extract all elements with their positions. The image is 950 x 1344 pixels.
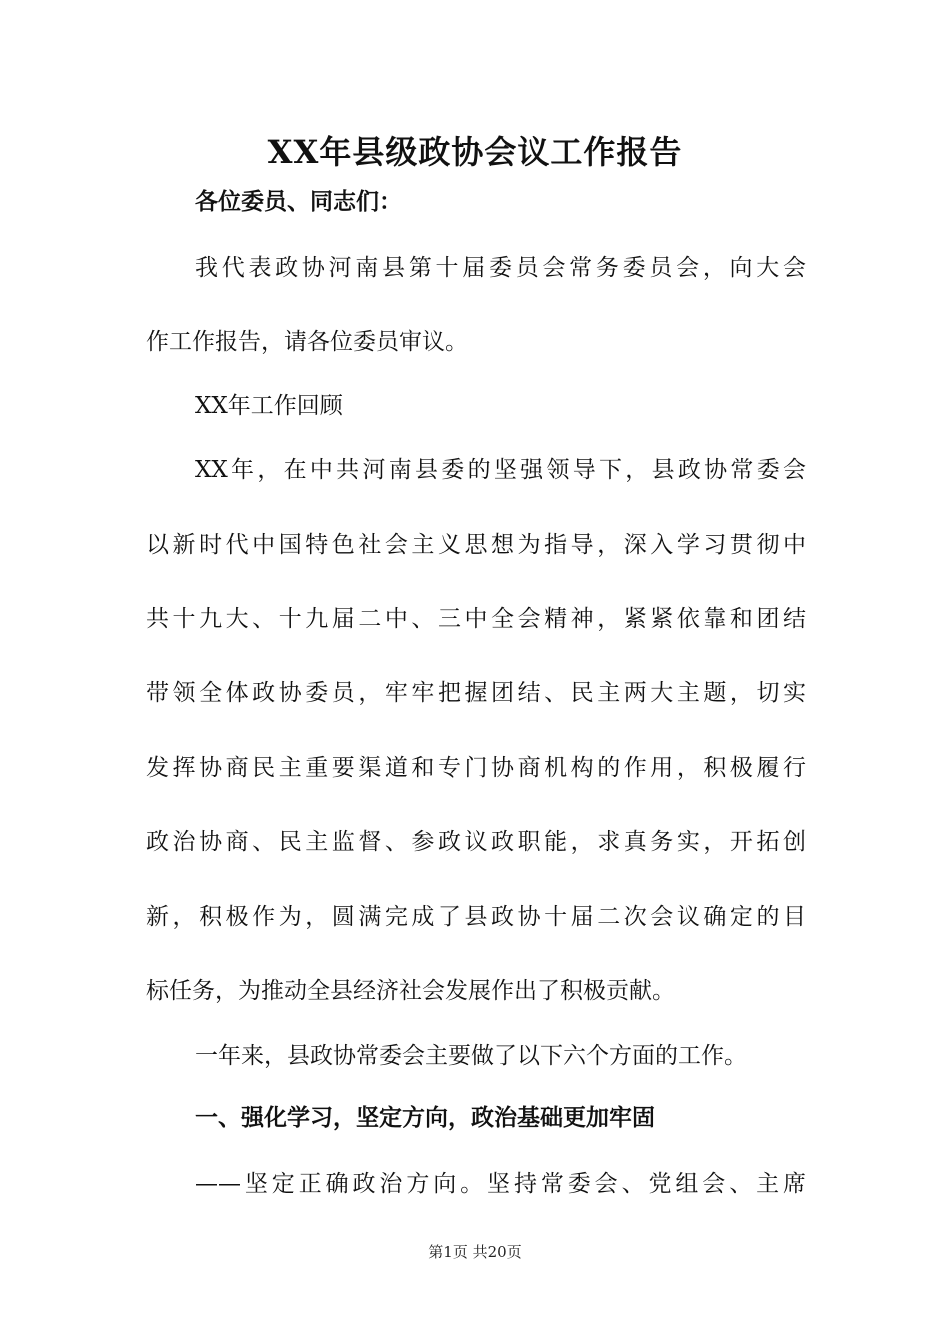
body-line: 作工作报告，请各位委员审议。 xyxy=(146,329,468,355)
salutation: 各位委员、同志们： xyxy=(195,189,402,215)
body-line: ——坚定正确政治方向。坚持常委会、党组会、主席 xyxy=(195,1171,806,1197)
page-footer: 第1页 共20页 xyxy=(428,1243,522,1261)
body-line: XX年，在中共河南县委的坚强领导下，县政协常委会 xyxy=(195,457,806,483)
body-line: 以新时代中国特色社会主义思想为指导，深入学习贯彻中 xyxy=(146,532,806,558)
document-title: XX年县级政协会议工作报告 xyxy=(267,133,683,171)
body-line: 我代表政协河南县第十届委员会常务委员会，向大会 xyxy=(195,255,806,281)
body-line: 标任务，为推动全县经济社会发展作出了积极贡献。 xyxy=(146,978,675,1004)
body-line: 一年来，县政协常委会主要做了以下六个方面的工作。 xyxy=(195,1043,747,1069)
section-subtitle: XX年工作回顾 xyxy=(195,393,343,419)
section-heading: 一、强化学习，坚定方向，政治基础更加牢固 xyxy=(195,1105,655,1131)
body-line: 带领全体政协委员，牢牢把握团结、民主两大主题，切实 xyxy=(146,680,806,706)
body-line: 发挥协商民主重要渠道和专门协商机构的作用，积极履行 xyxy=(146,755,806,781)
body-line: 新，积极作为，圆满完成了县政协十届二次会议确定的目 xyxy=(146,904,806,930)
body-line: 共十九大、十九届二中、三中全会精神，紧紧依靠和团结 xyxy=(146,606,806,632)
body-line: 政治协商、民主监督、参政议政职能，求真务实，开拓创 xyxy=(146,829,806,855)
